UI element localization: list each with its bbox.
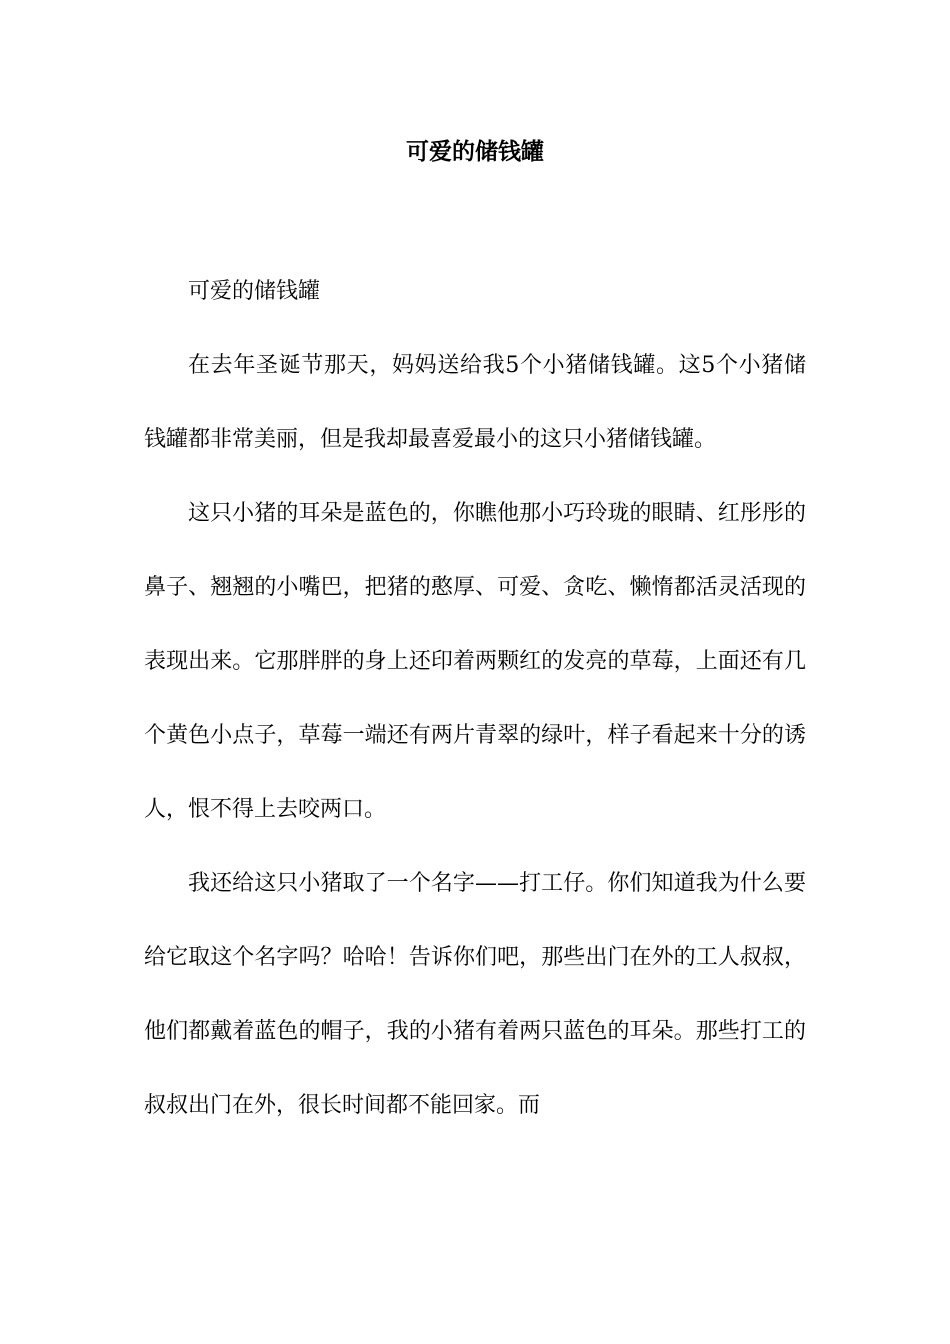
paragraph-3: 我还给这只小猪取了一个名字——打工仔。你们知道我为什么要给它取这个名字吗？哈哈！告诉你们吧，那些出门在外的工人叔叔，他们都戴着蓝色的帽子，我的小猪有着两只蓝色的耳朵。那些打工的叔叔出门在外，很长时间都不能回家。而 bbox=[144, 871, 806, 1118]
document-body bbox=[144, 255, 806, 1143]
paragraph-subtitle: 可爱的储钱罐 bbox=[188, 279, 321, 304]
document-title: 可爱的储钱罐 bbox=[406, 139, 544, 165]
paragraph-2: 这只小猪的耳朵是蓝色的，你瞧他那小巧玲珑的眼睛、红彤彤的鼻子、翘翘的小嘴巴，把猪的憨厚、可爱、贪吃、懒惰都活灵活现的表现出来。它那胖胖的身上还印着两颗红的发亮的草莓，上面还有几个黄色小点子，草莓一端还有两片青翠的绿叶，样子看起来十分的诱人，恨不得上去咬两口。 bbox=[144, 501, 806, 822]
paragraph-1: 在去年圣诞节那天，妈妈送给我5个小猪储钱罐。这5个小猪储钱罐都非常美丽，但是我却最喜爱最小的这只小猪储钱罐。 bbox=[144, 353, 806, 452]
